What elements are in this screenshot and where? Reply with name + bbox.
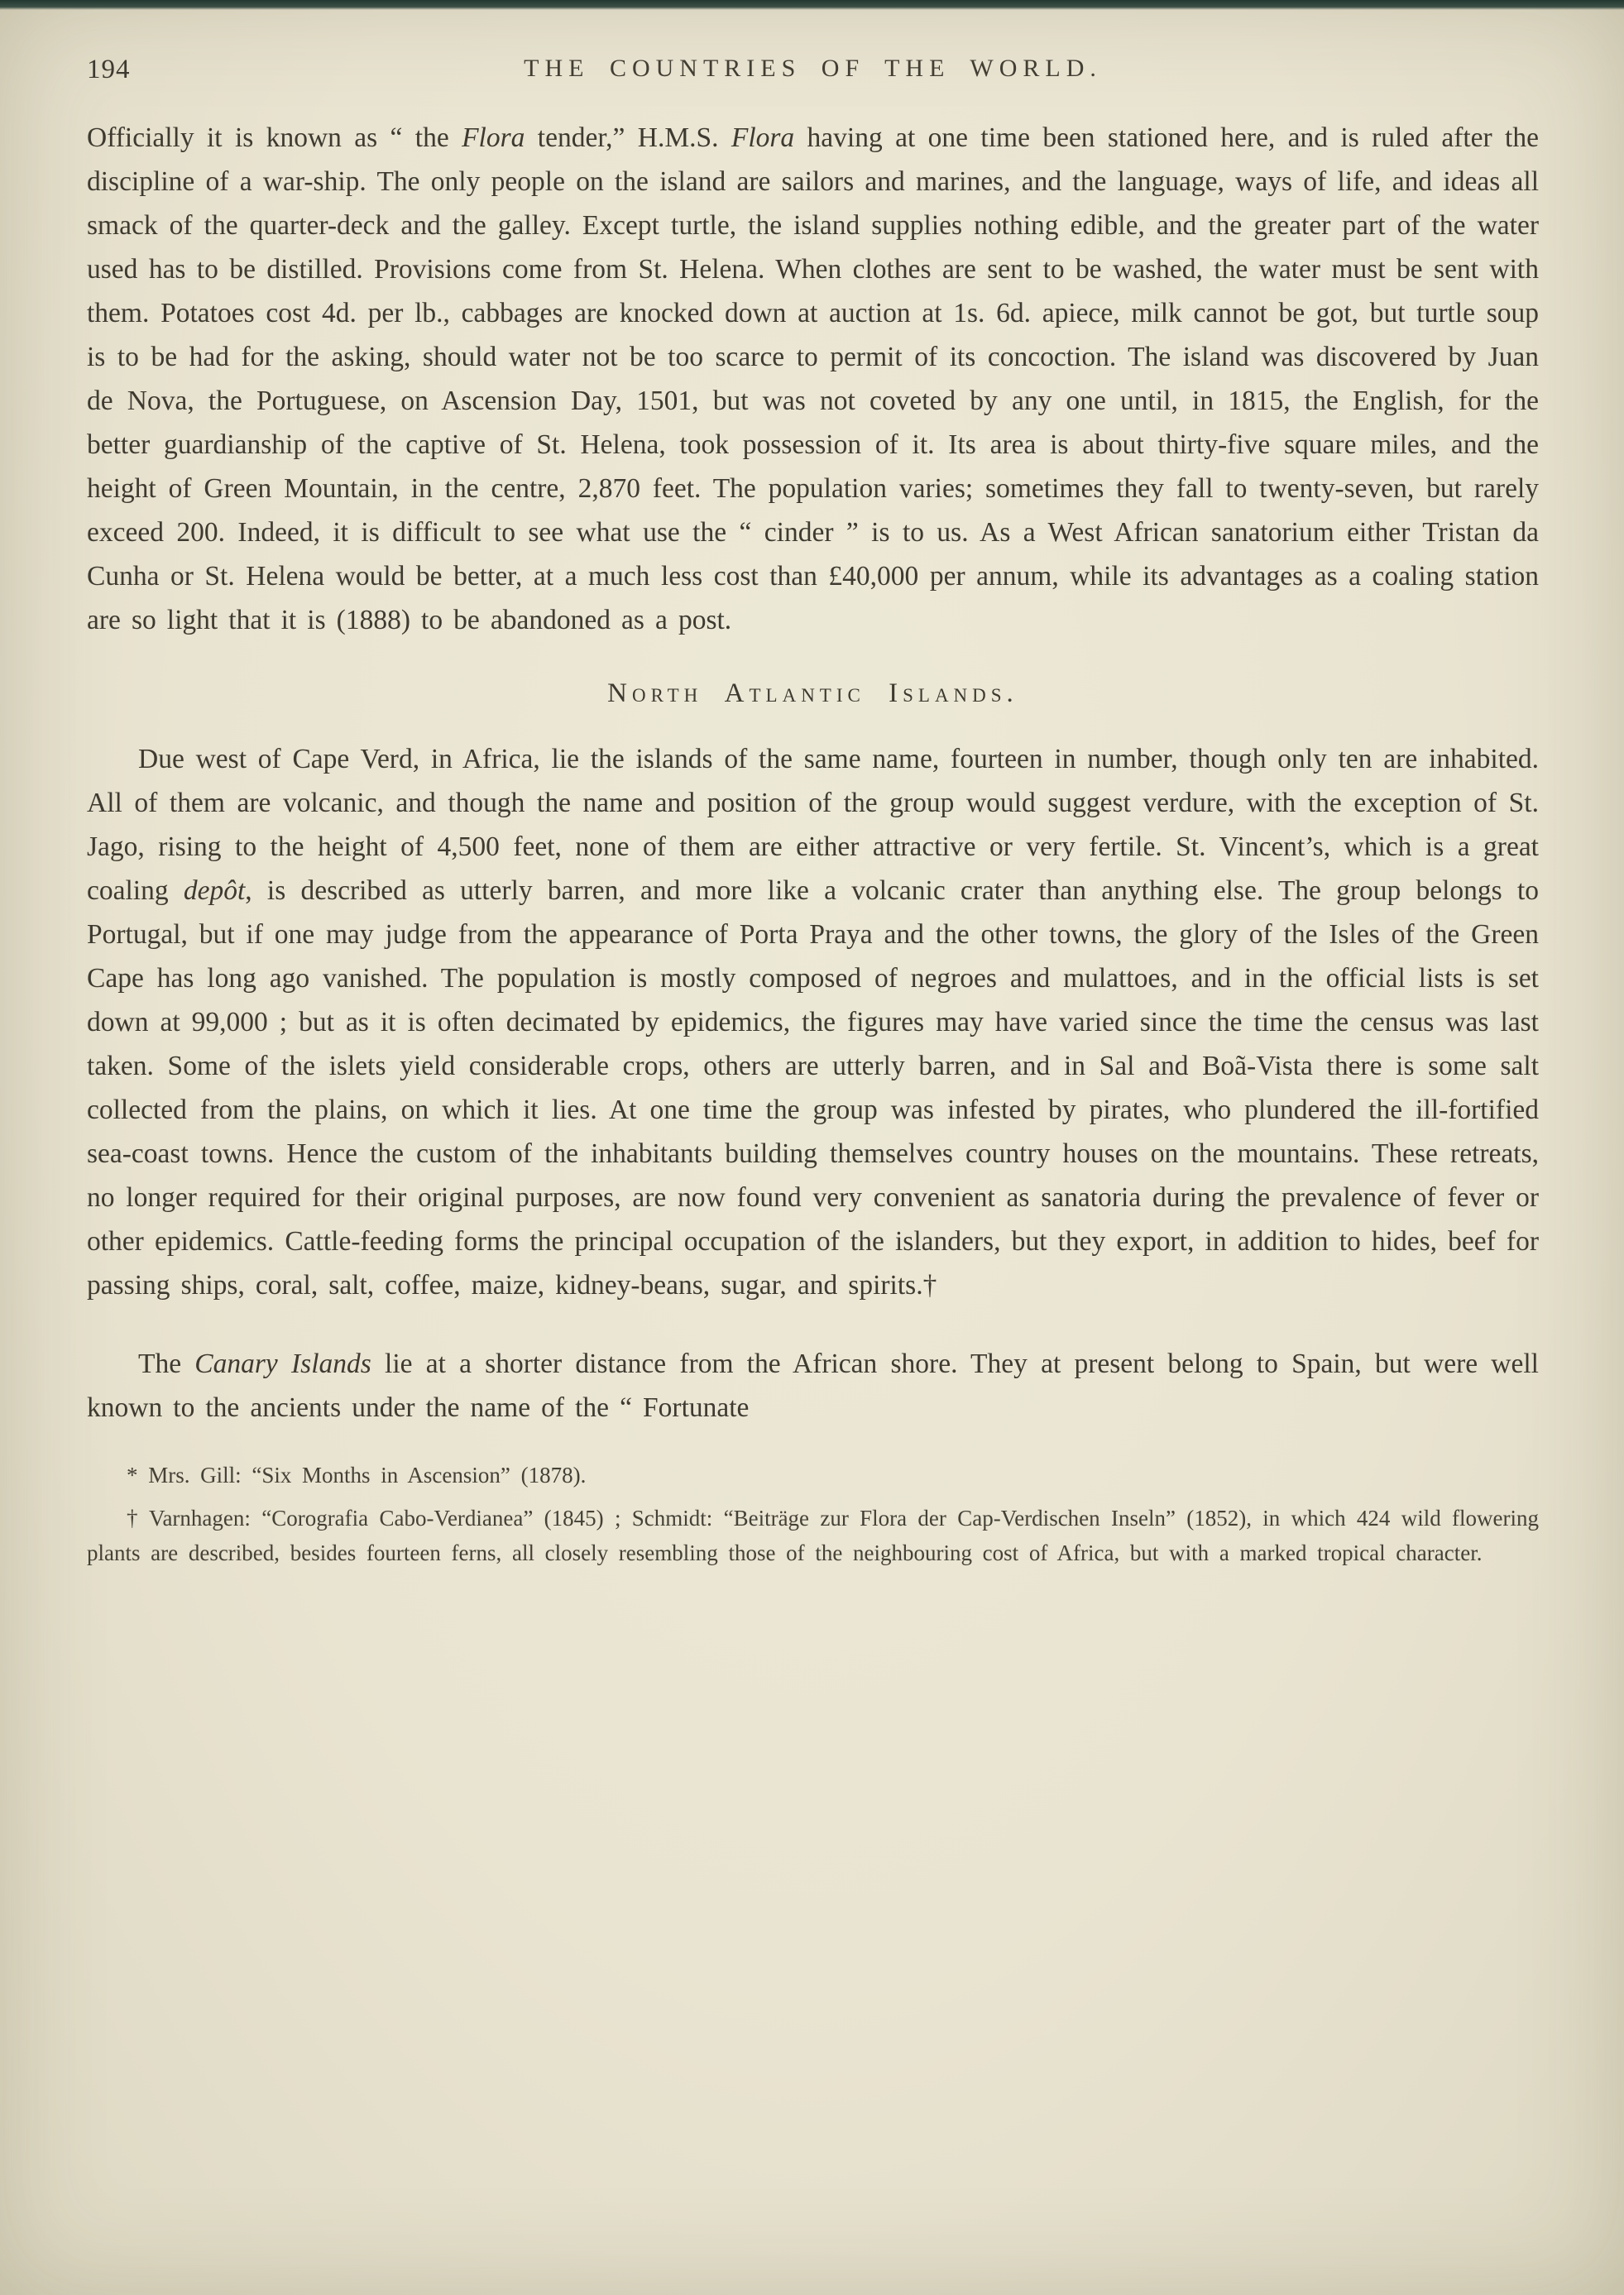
para-text: lie at a shorter distance from the African shore. They at present belong to Spain, but were well known to the ancients under the name of the “ Fortunate bbox=[87, 1349, 1539, 1423]
paragraph-canary-islands bbox=[87, 1342, 1539, 1430]
page-number: 194 bbox=[87, 55, 131, 84]
para-text: having at one time been stationed here, and is ruled after the discipline of a war-ship. The only people on the island are sailors and marines, and the language, ways of life, and ideas all smack of the quarter-deck and the galley. Except turtle, the island supplies nothing edible, and the greater part of the water used has to be distilled. Provisions come from St. Helena. When clothes are sent to be washed, the water must be sent with them. Potatoes cost 4d. per lb., cabbages are knocked down at auction at 1s. 6d. apiece, milk cannot be got, but turtle soup is to be had for the asking, should water not be too scarce to permit of its concoction. The island was discovered by Juan de Nova, the Portuguese, on Ascension Day, 1501, but was not coveted by any one until, in 1815, the English, for the better guardianship of the captive of St. Helena, took possession of it. Its area is about thirty-five square miles, and the height of Green Mountain, in the centre, 2,870 feet. The population varies; sometimes they fall to twenty-seven, but rarely exceed 200. Indeed, it is difficult to see what use the “ cinder ” is to us. As a West African sanatorium either Tristan da Cunha or St. Helena would be better, at a much less cost than £40,000 per annum, while its advantages as a coaling station are so light that it is (1888) to be abandoned as a post. bbox=[87, 122, 1539, 635]
section-heading-north-atlantic-islands: North Atlantic Islands. bbox=[607, 678, 1018, 708]
italic-canary-islands: Canary Islands bbox=[194, 1349, 371, 1379]
italic-flora-2: Flora bbox=[731, 122, 795, 153]
footnote-dagger: † Varnhagen: “Corografia Cabo-Verdianea” (1845) ; Schmidt: “Beiträge zur Flora der Cap-Verdischen Inseln” (1852), in which 424 wild flowering plants are described, besides fourteen ferns, all closely resembling those of the neighbouring cost of Africa, but with a marked tropical character. bbox=[87, 1506, 1539, 1565]
italic-depot: depôt bbox=[183, 875, 246, 906]
footnote-asterisk: * Mrs. Gill: “Six Months in Ascension” (1878). bbox=[127, 1463, 587, 1488]
scan-top-edge bbox=[0, 0, 1624, 10]
para-text: tender,” H.M.S. bbox=[525, 122, 731, 153]
italic-flora-1: Flora bbox=[462, 122, 525, 153]
page-content bbox=[87, 55, 1539, 1579]
text-block bbox=[87, 116, 1539, 1430]
para-text: Due west of Cape Verd, in Africa, lie the islands of the same name, fourteen in number, though only ten are inhabited. All of them are volcanic, and though the name and position of the group would suggest verdure, with the exception of St. Jago, rising to the height of 4,500 feet, none of them are either attractive or very fertile. St. Vincent’s, which is a great coaling bbox=[87, 744, 1539, 906]
para-text: , is described as utterly barren, and more like a volcanic crater than anything else. The group belongs to Portugal, but if one may judge from the appearance of Porta Praya and the other towns, the glory of the Isles of the Green Cape has long ago vanished. The population is mostly composed of negroes and mulattoes, and in the official lists is set down at 99,000 ; but as it is often decimated by epidemics, the figures may have varied since the time the census was last taken. Some of the islets yield considerable crops, others are utterly barren, and in Sal and Boã-Vista there is some salt collected from the plains, on which it lies. At one time the group was infested by pirates, who plundered the ill-fortified sea-coast towns. Hence the custom of the inhabitants building themselves country houses on the mountains. These retreats, no longer required for their original purposes, are now found very convenient as sanatoria during the prevalence of fever or other epidemics. Cattle-feeding forms the principal occupation of the islanders, but they export, in addition to hides, beef for passing ships, coral, salt, coffee, maize, kidney-beans, sugar, and spirits.† bbox=[87, 875, 1540, 1301]
running-title: THE COUNTRIES OF THE WORLD. bbox=[524, 55, 1102, 82]
para-text: Officially it is known as “ the bbox=[87, 122, 462, 153]
running-header bbox=[87, 55, 1539, 93]
paragraph-ascension bbox=[87, 116, 1539, 642]
para-text: The bbox=[138, 1349, 195, 1379]
footnotes bbox=[87, 1458, 1539, 1570]
paragraph-north-atlantic bbox=[87, 737, 1539, 1307]
